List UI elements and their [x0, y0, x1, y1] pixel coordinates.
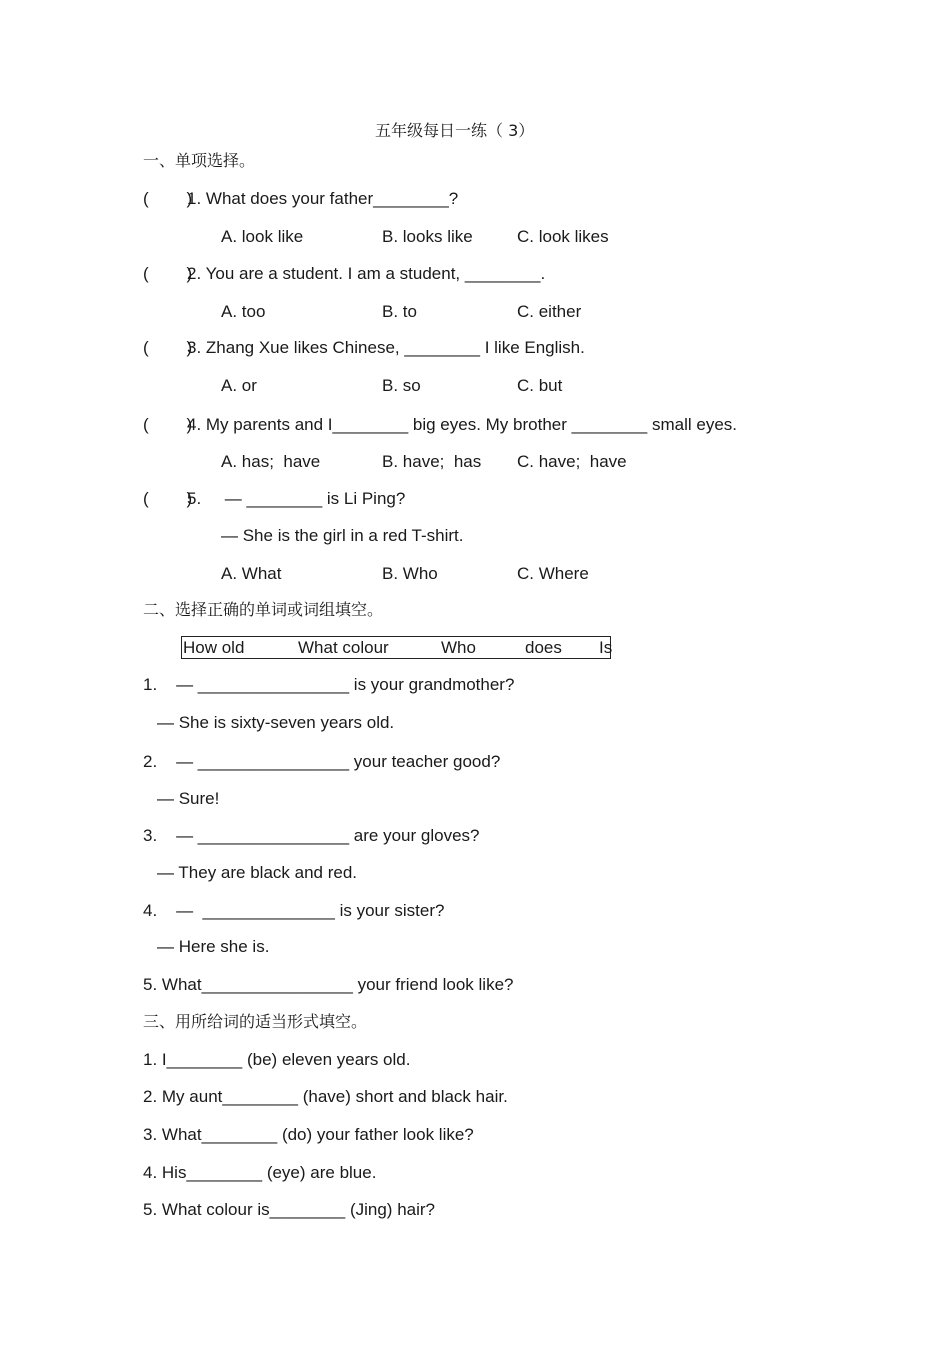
question-stem: 1. What does your father________?	[187, 189, 459, 208]
form-question: 4. His________ (eye) are blue.	[143, 1163, 377, 1182]
option-a: A. or	[221, 376, 257, 395]
dialogue-answer: — She is the girl in a red T-shirt.	[221, 526, 464, 545]
word-bank-box	[181, 636, 611, 659]
fill-answer: — She is sixty-seven years old.	[157, 713, 395, 732]
answer-blank[interactable]: ( )	[143, 489, 193, 508]
answer-blank[interactable]: ( )	[143, 338, 193, 357]
option-b: B. looks like	[382, 227, 473, 246]
option-a: A. has; have	[221, 452, 321, 471]
option-c: C. but	[517, 376, 563, 395]
question-stem: 2. You are a student. I am a student, ________.	[187, 264, 546, 283]
fill-question: 3. — ________________ are your gloves?	[143, 826, 480, 845]
fill-question: 4. — ______________ is your sister?	[143, 901, 445, 920]
question-stem: 3. Zhang Xue likes Chinese, ________ I like English.	[187, 338, 585, 357]
page-title: 五年级每日一练（ 3）	[375, 121, 535, 140]
option-c: C. have; have	[517, 452, 627, 471]
section1-heading: 一、单项选择。	[143, 151, 256, 170]
option-c: C. Where	[517, 564, 589, 583]
option-a: A. What	[221, 564, 282, 583]
form-question: 5. What colour is________ (Jing) hair?	[143, 1200, 435, 1219]
word-bank-item: What colour	[298, 638, 389, 657]
form-question: 2. My aunt________ (have) short and black hair.	[143, 1087, 508, 1106]
section3-heading: 三、用所给词的适当形式填空。	[143, 1012, 368, 1031]
form-question: 3. What________ (do) your father look like?	[143, 1125, 474, 1144]
fill-answer: — They are black and red.	[157, 863, 358, 882]
option-b: B. to	[382, 302, 417, 321]
word-bank-item: How old	[183, 638, 245, 657]
fill-question: 5. What________________ your friend look like?	[143, 975, 514, 994]
option-b: B. Who	[382, 564, 438, 583]
question-stem: 4. My parents and I________ big eyes. My brother ________ small eyes.	[187, 415, 738, 434]
option-b: B. have; has	[382, 452, 482, 471]
option-a: A. too	[221, 302, 266, 321]
option-a: A. look like	[221, 227, 304, 246]
question-stem: 5. — ________ is Li Ping?	[187, 489, 406, 508]
answer-blank[interactable]: ( )	[143, 264, 193, 283]
word-bank-item: does	[525, 638, 562, 657]
form-question: 1. I________ (be) eleven years old.	[143, 1050, 411, 1069]
option-b: B. so	[382, 376, 421, 395]
fill-question: 2. — ________________ your teacher good?	[143, 752, 501, 771]
answer-blank[interactable]: ( )	[143, 415, 193, 434]
word-bank-item: Is	[599, 638, 613, 657]
answer-blank[interactable]: ( )	[143, 189, 193, 208]
option-c: C. either	[517, 302, 582, 321]
section2-heading: 二、选择正确的单词或词组填空。	[143, 600, 384, 619]
fill-answer: — Sure!	[157, 789, 220, 808]
option-c: C. look likes	[517, 227, 609, 246]
fill-answer: — Here she is.	[157, 937, 270, 956]
word-bank-item: Who	[441, 638, 476, 657]
fill-question: 1. — ________________ is your grandmother?	[143, 675, 515, 694]
